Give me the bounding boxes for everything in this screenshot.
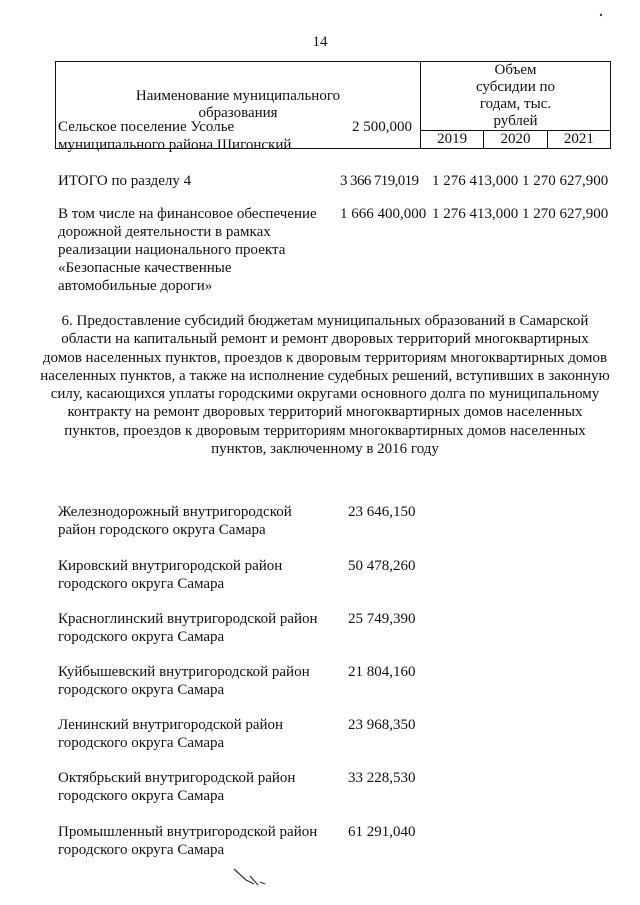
handwritten-mark: [232, 866, 268, 888]
subtotal-value-2021: 1 270 627,900: [522, 206, 609, 222]
list-item-name: Октябрьский внутригородской район городского округа Самара: [58, 770, 296, 804]
header-year-2021: 2021: [547, 131, 610, 149]
list-item-name: Куйбышевский внутригородской район городского округа Самара: [58, 664, 310, 698]
list-item-value: 23 646,150: [348, 504, 416, 520]
subtotal-row-name: В том числе на финансовое обеспечение дорожной деятельности в рамках реализации национального проекта «Безопасные качественные автомобильные дороги»: [58, 206, 317, 294]
row-value-2019: 2 500,000: [352, 119, 412, 135]
total-row-name: ИТОГО по разделу 4: [58, 173, 192, 189]
list-item-name: Ленинский внутригородской район городского округа Самара: [58, 717, 284, 751]
list-item-value: 33 228,530: [348, 770, 416, 786]
list-item-name: Красноглинский внутригородской район городского округа Самара: [58, 611, 318, 645]
page-number: 14: [312, 34, 328, 50]
list-item-value: 23 968,350: [348, 717, 416, 733]
scan-dot: [598, 12, 604, 18]
subtotal-value-2019: 1 666 400,000: [340, 206, 427, 222]
header-year-2020: 2020: [484, 131, 547, 149]
header-year-2019: 2019: [421, 131, 484, 149]
total-value-2020: 1 276 413,000: [432, 173, 519, 189]
total-value-2019: 3 366 719,019: [340, 173, 419, 189]
list-item-value: 25 749,390: [348, 611, 416, 627]
list-item-name: Железнодорожный внутригородской район городского округа Самара: [58, 504, 292, 538]
list-item-name: Промышленный внутригородской район городского округа Самара: [58, 824, 318, 858]
header-col-name: Наименование муниципального образования: [56, 62, 421, 149]
subtotal-value-2020: 1 276 413,000: [432, 206, 519, 222]
list-item-value: 61 291,040: [348, 824, 416, 840]
header-col-volume: Объем субсидии по годам, тыс. рублей: [421, 62, 611, 131]
row-name: Сельское поселение Усолье муниципального района Шигонский: [58, 119, 292, 153]
total-value-2021: 1 270 627,900: [522, 173, 609, 189]
section-heading: 6. Предоставление субсидий бюджетам муниципальных образований в Самарской области на капитальный ремонт и ремонт дворовых территорий многоквартирных домов населенных пунктов, проездов к дворовым территориям многоквартирных домов населенных пунктов, а также на исполнение судебных решений, вступивших в законную силу, касающихся уплаты городскими округами основного долга по муниципальному контракту на ремонт дворовых территорий многоквартирных домов населенных пунктов, проездов к дворовым территориям многоквартирных домов населенных пунктов, заключенному в 2016 году: [40, 313, 610, 458]
list-item-name: Кировский внутригородской район городского округа Самара: [58, 558, 283, 592]
list-item-value: 50 478,260: [348, 558, 416, 574]
list-item-value: 21 804,160: [348, 664, 416, 680]
